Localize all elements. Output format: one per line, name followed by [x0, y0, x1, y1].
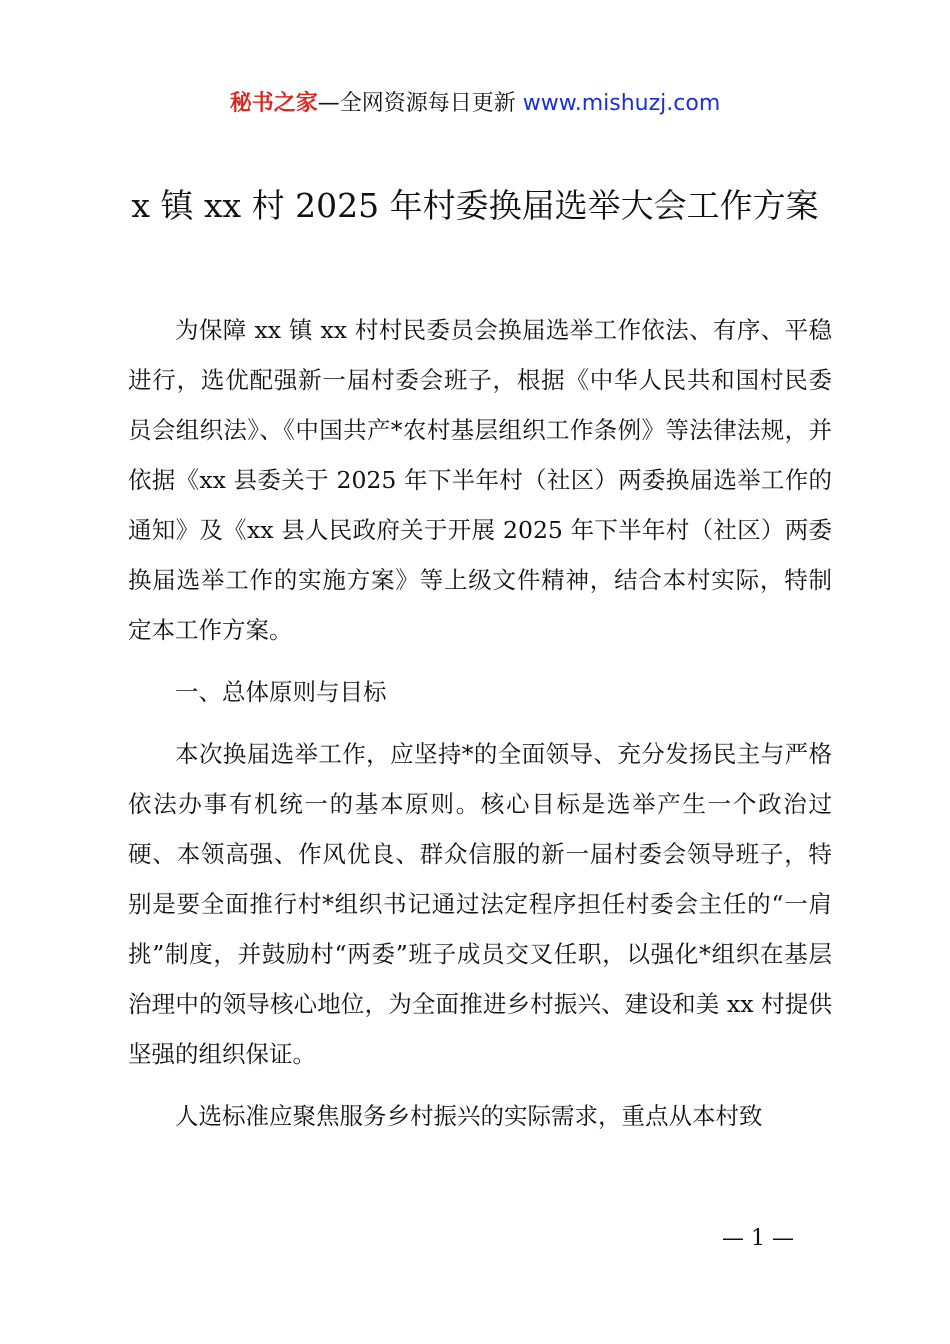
intro-paragraph: 为保障 xx 镇 xx 村村民委员会换届选举工作依法、有序、平稳进行，选优配强新一届村委会班子，根据《中华人民共和国村民委员会组织法》、《中国共产*农村基层组织工作条例》等法律法规，并依据《xx 县委关于 2025 年下半年村（社区）两委换届选举工作的通知》及《xx 县人民政府关于开展 2025 年下半年村（社区）两委换届选举工作的实施方案》等上级文件精神，结合本村实际，特制定本工作方案。 [128, 316, 832, 644]
document-title: x 镇 xx 村 2025 年村委换届选举大会工作方案 [131, 186, 819, 225]
candidate-criteria-paragraph: 人选标准应聚焦服务乡村振兴的实际需求，重点从本村致 [175, 1102, 763, 1130]
site-header [0, 86, 950, 122]
site-url-link[interactable]: www.mishuzj.com [522, 91, 721, 116]
brand-name: 秘书之家 [229, 91, 318, 116]
header-tagline: —全网资源每日更新 [317, 91, 523, 116]
section-heading: 一、总体原则与目标 [175, 678, 387, 706]
document-body [128, 305, 832, 1153]
principles-paragraph: 本次换届选举工作，应坚持*的全面领导、充分发扬民主与严格依法办事有机统一的基本原则。核心目标是选举产生一个政治过硬、本领高强、作风优良、群众信服的新一届村委会领导班子，特别是要全面推行村*组织书记通过法定程序担任村委会主任的“一肩挑”制度，并鼓励村“两委”班子成员交叉任职，以强化*组织在基层治理中的领导核心地位，为全面推进乡村振兴、建设和美 xx 村提供坚强的组织保证。 [128, 740, 832, 1068]
page-number: — 1 — [722, 1226, 794, 1251]
